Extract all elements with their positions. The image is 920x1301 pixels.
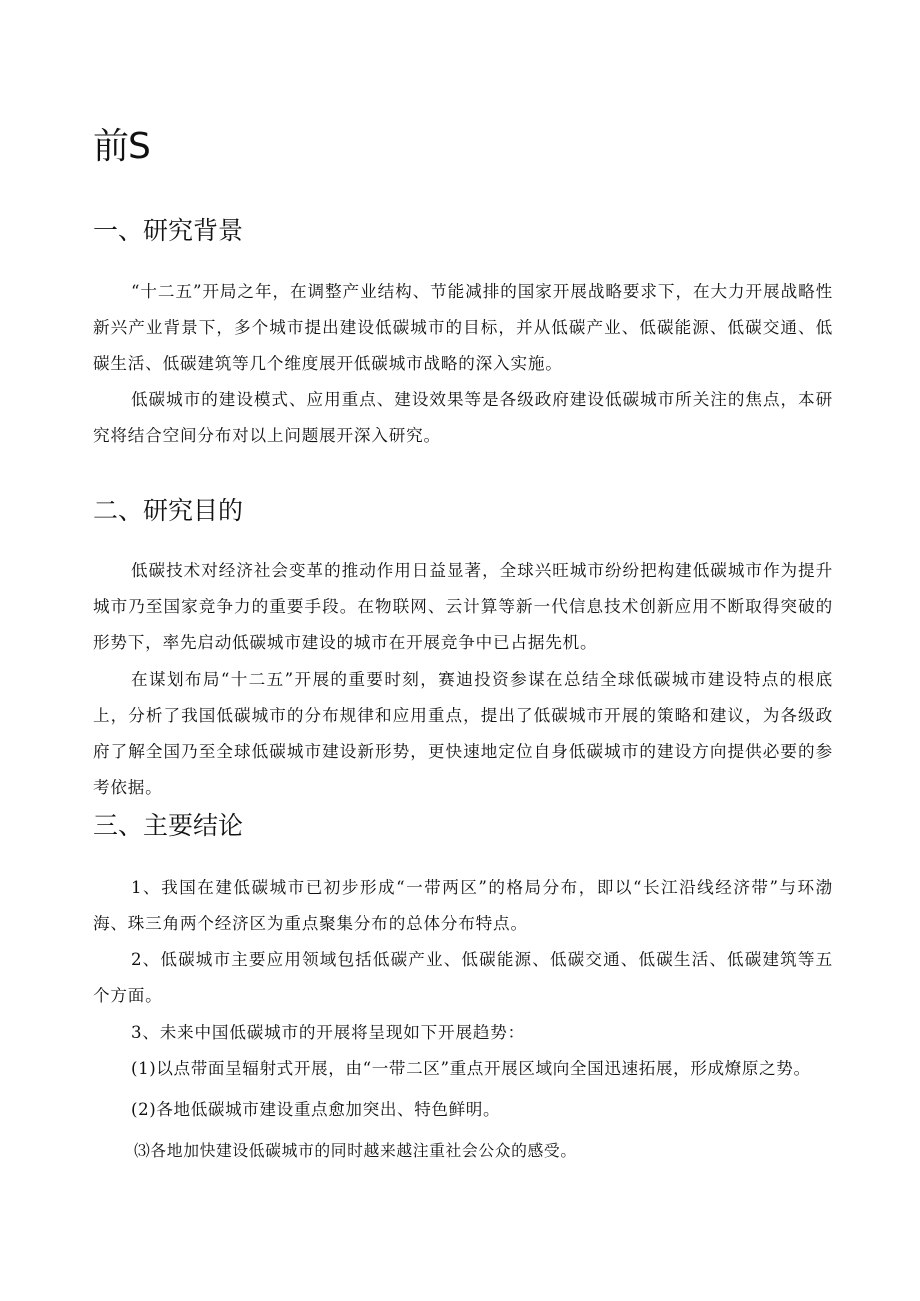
- page-title: 前S: [93, 126, 150, 167]
- section-heading-research-background: 一、研究背景: [93, 216, 244, 245]
- paragraph-conclusion-3: 3、未来中国低碳城市的开展将呈现如下开展趋势：: [131, 1023, 526, 1042]
- trend-item-2: (2)各地低碳城市建设重点愈加突出、特色鲜明。: [131, 1100, 501, 1119]
- paragraph-purpose-2: 在谋划布局“十二五”开展的重要时刻，赛迪投资参谋在总结全球低碳城市建设特点的根底上，分析了我国低碳城市的分布规律和应用重点，提出了低碳城市开展的策略和建议，为各级政府了解全国乃至全球低碳城市建设新形势，更快速地定位自身低碳城市的建设方向提供必要的参考依据。: [93, 670, 833, 797]
- trend-item-1: (1)以点带面呈辐射式开展，由“一带二区”重点开展区域向全国迅速拓展，形成燎原之势。: [131, 1059, 811, 1078]
- paragraph-purpose-1: 低碳技术对经济社会变革的推动作用日益显著，全球兴旺城市纷纷把构建低碳城市作为提升城市乃至国家竞争力的重要手段。在物联网、云计算等新一代信息技术创新应用不断取得突破的形势下，率先启动低碳城市建设的城市在开展竞争中已占据先机。: [93, 561, 833, 652]
- trend-item-3: ⑶各地加快建设低碳城市的同时越来越注重社会公众的感受。: [134, 1141, 577, 1160]
- paragraph-conclusion-2: 2、低碳城市主要应用领域包括低碳产业、低碳能源、低碳交通、低碳生活、低碳建筑等五个方面。: [93, 950, 833, 1005]
- paragraph-conclusion-1: 1、我国在建低碳城市已初步形成“一带两区”的格局分布，即以“长江沿线经济带”与环渤海、珠三角两个经济区为重点聚集分布的总体分布特点。: [93, 878, 833, 933]
- paragraph-background-1: “十二五”开局之年，在调整产业结构、节能减排的国家开展战略要求下，在大力开展战略性新兴产业背景下，多个城市提出建设低碳城市的目标，并从低碳产业、低碳能源、低碳交通、低碳生活、低碳建筑等几个维度展开低碳城市战略的深入实施。: [93, 282, 833, 373]
- section-heading-research-purpose: 二、研究目的: [93, 496, 244, 525]
- section-heading-main-conclusions: 三、主要结论: [93, 811, 244, 840]
- paragraph-background-2: 低碳城市的建设模式、应用重点、建设效果等是各级政府建设低碳城市所关注的焦点，本研究将结合空间分布对以上问题展开深入研究。: [93, 390, 833, 445]
